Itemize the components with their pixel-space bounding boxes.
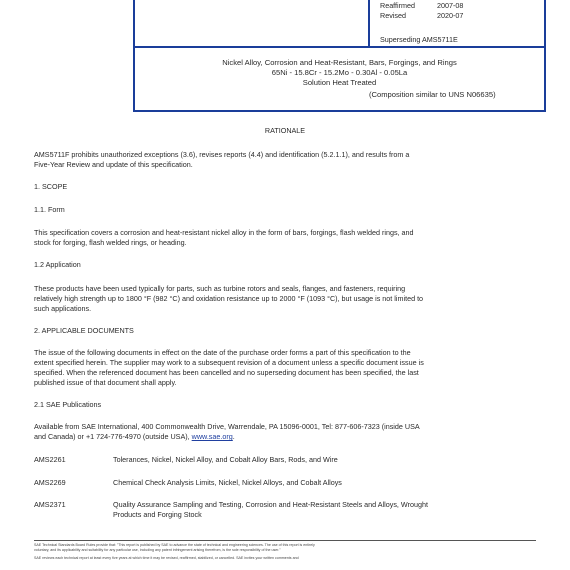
applicable-heading: 2. APPLICABLE DOCUMENTS — [34, 326, 134, 335]
scope-heading: 1. SCOPE — [34, 182, 68, 191]
sae-line-2-text: and Canada) or +1 724-776-4970 (outside USA), — [34, 432, 192, 441]
reference-code: AMS2261 — [34, 455, 66, 464]
reaffirmed-label: Reaffirmed — [380, 1, 416, 10]
form-heading: 1.1. Form — [34, 205, 65, 214]
applicable-line-1: The issue of the following documents in effect on the date of the purchase order forms a part of this specification to the — [34, 348, 411, 357]
composition-note: (Composition similar to UNS N06635) — [369, 90, 496, 99]
sae-line-2-end: . — [232, 432, 235, 441]
superseding-note: Superseding AMS5711E — [380, 35, 458, 44]
footer-line-1: SAE Technical Standards Board Rules provide that: "This report is published by SAE to advance the state of technical and engineering sciences. The use of this report is entirely — [34, 543, 315, 547]
footer-divider — [34, 540, 536, 541]
reference-code: AMS2371 — [34, 500, 66, 509]
applicable-line-3: specified. When the referenced document has been cancelled and no superseding document has been specified, the last — [34, 368, 419, 377]
reference-title-continued: Products and Forging Stock — [113, 510, 202, 519]
title-line-1: Nickel Alloy, Corrosion and Heat-Resistant, Bars, Forgings, and Rings — [222, 58, 457, 67]
reaffirmed-date: 2007-08 — [437, 1, 464, 10]
application-line-3: such applications. — [34, 304, 92, 313]
revised-label: Revised — [380, 11, 406, 20]
application-line-2: relatively high strength up to 1800 °F (982 °C) and oxidation resistance up to 2000 °F (1093 °C), but usage is not limited to — [34, 294, 424, 303]
reference-title: Chemical Check Analysis Limits, Nickel, Nickel Alloys, and Cobalt Alloys — [113, 478, 342, 487]
form-line-1: This specification covers a corrosion and heat-resistant nickel alloy in the form of bars, forgings, flash welded rings, and — [34, 228, 414, 237]
reference-title: Tolerances, Nickel, Nickel Alloy, and Cobalt Alloy Bars, Rods, and Wire — [113, 455, 338, 464]
sae-website-link[interactable]: www.sae.org — [191, 432, 233, 441]
application-line-1: These products have been used typically for parts, such as turbine rotors and seals, flanges, and fasteners, requiring — [34, 284, 406, 293]
footer-line-2: voluntary, and its applicability and suitability for any particular use, including any patent infringement arising therefrom, is the sole responsibility of the user." — [34, 548, 281, 552]
reference-title: Quality Assurance Sampling and Testing, Corrosion and Heat-Resistant Steels and Alloys, Wrought — [113, 500, 428, 509]
sae-line-1: Available from SAE International, 400 Commonwealth Drive, Warrendale, PA 15096-0001, Tel: 877-606-7323 (inside USA — [34, 422, 420, 431]
rationale-line-1: AMS5711F prohibits unauthorized exceptions (3.6), revises reports (4.4) and identification (5.2.1.1), and results from a — [34, 150, 410, 159]
sae-heading: 2.1 SAE Publications — [34, 400, 102, 409]
rationale-heading: RATIONALE — [264, 126, 306, 135]
applicable-line-2: extent specified herein. The supplier may work to a subsequent revision of a document unless a specific document issue is — [34, 358, 424, 367]
title-line-2: 65Ni - 15.8Cr - 15.2Mo - 0.30Al - 0.05La — [271, 68, 408, 77]
sae-line-2 — [34, 432, 235, 442]
title-line-3: Solution Heat Treated — [302, 78, 377, 87]
revised-date: 2020-07 — [437, 11, 464, 20]
footer-line-3: SAE reviews each technical report at least every five years at which time it may be revised, reaffirmed, stabilized, or cancelled. SAE invites your written comments and — [34, 556, 299, 560]
application-heading: 1.2 Application — [34, 260, 81, 269]
rationale-line-2: Five-Year Review and update of this specification. — [34, 160, 193, 169]
applicable-line-4: published issue of that document shall apply. — [34, 378, 177, 387]
form-line-2: stock for forging, flash welded rings, or heading. — [34, 238, 187, 247]
reference-code: AMS2269 — [34, 478, 66, 487]
